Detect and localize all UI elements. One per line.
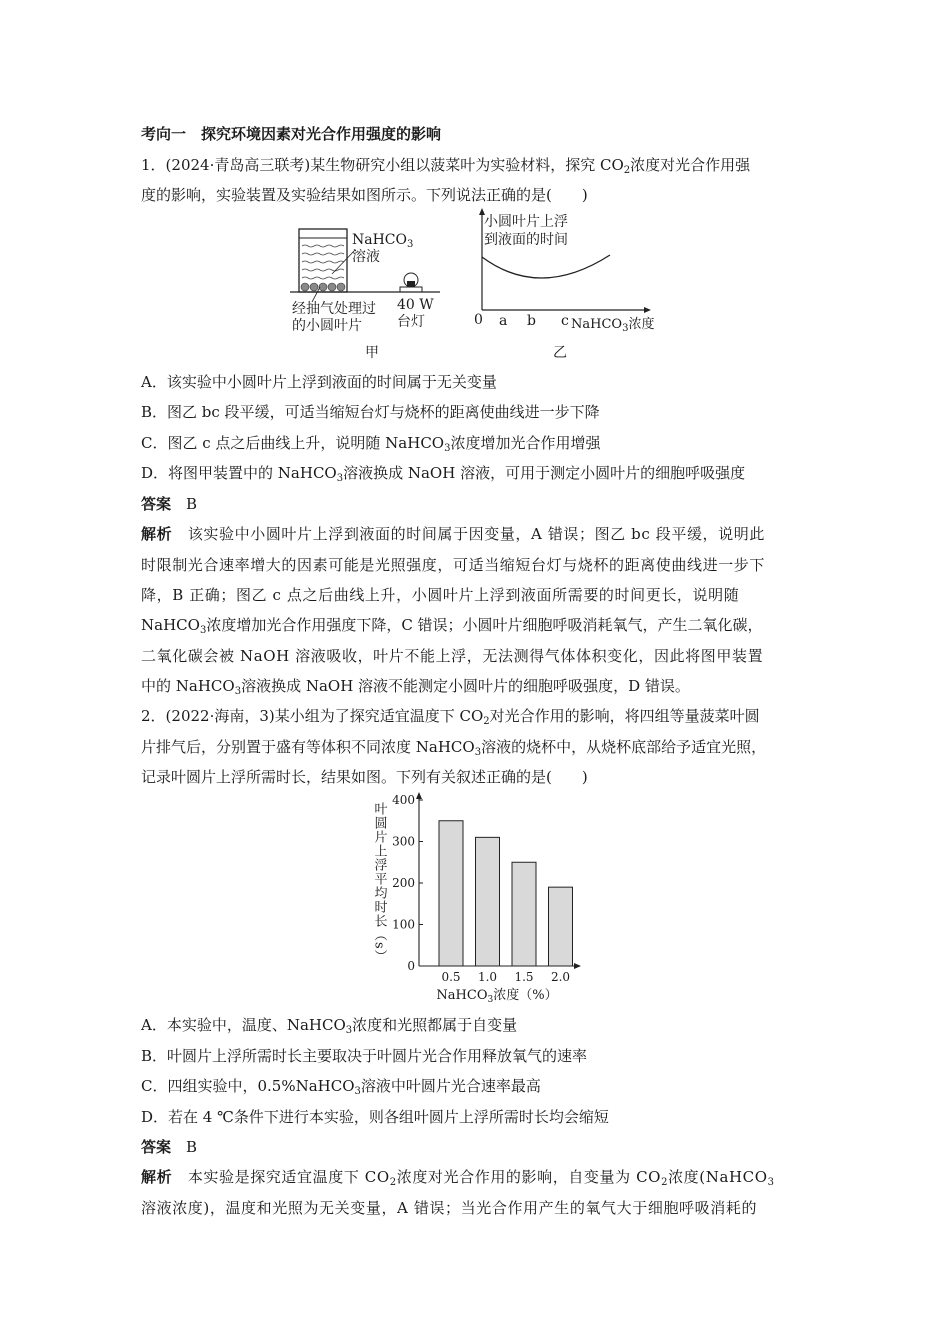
q2-option-b: B．叶圆片上浮所需时长主要取决于叶圆片光合作用释放氧气的速率 xyxy=(141,1047,588,1065)
subscript: 2 xyxy=(623,165,631,176)
option-text: D．将图甲装置中的 NaHCO xyxy=(141,464,337,482)
bar-2.0 xyxy=(549,887,573,966)
label-text: NaHCO xyxy=(436,988,488,1003)
q2-option-d: D．若在 4 ℃条件下进行本实验，则各组叶圆片上浮所需时长均会缩短 xyxy=(141,1108,609,1126)
q2-stem-text: 对光合作用的影响，将四组等量菠菜叶圆 xyxy=(489,707,760,725)
subscript: 3 xyxy=(444,443,451,454)
option-text: 浓度和光照都属于自变量 xyxy=(352,1016,518,1034)
x-tick-label: 1.5 xyxy=(514,970,534,984)
q2-option-a xyxy=(141,1015,517,1035)
label-lamp-line2: 台灯 xyxy=(397,314,425,330)
q1-option-b: B．图乙 bc 段平缓，可适当缩短台灯与烧杯的距离使曲线进一步下降 xyxy=(141,403,600,421)
q1-analysis-line2: 时限制光合速率增大的因素可能是光照强度，可适当缩短台灯与烧杯的距离使曲线进一步下 xyxy=(141,556,766,574)
x-axis-arrow-icon xyxy=(644,307,651,313)
section-title: 考向一 探究环境因素对光合作用强度的影响 xyxy=(141,125,442,143)
y-tick-label: 0 xyxy=(407,959,415,973)
y-tick-label: 300 xyxy=(392,834,415,849)
label-text: NaHCO xyxy=(571,317,623,332)
q1-number: 1． xyxy=(141,156,166,174)
q2-stem-text: 某小组为了探究适宜温度下 CO xyxy=(274,707,484,725)
y-tick-label: 400 xyxy=(392,793,415,807)
chart-y-arrow-icon xyxy=(416,792,422,799)
analysis-text: 该实验中小圆叶片上浮到液面的时间属于因变量，A 错误；图乙 bc 段平缓，说明此 xyxy=(187,525,765,543)
yi-ylabel-line2: 到液面的时间 xyxy=(484,232,568,248)
q2-analysis-line2: 溶液浓度)，温度和光照为无关变量，A 错误；当光合作用产生的氧气大于细胞呼吸消耗的 xyxy=(141,1199,758,1217)
analysis-text: 浓度对光合作用的影响，自变量为 CO xyxy=(396,1168,662,1186)
yi-tick-0: 0 xyxy=(474,312,483,328)
option-text: 溶液中叶圆片光合速率最高 xyxy=(360,1077,541,1095)
liquid-waves xyxy=(302,245,344,279)
answer-label: 答案 xyxy=(141,495,172,513)
subscript: 3 xyxy=(487,995,494,1005)
bar-1.5 xyxy=(512,862,536,966)
analysis-label: 解析 xyxy=(141,525,173,543)
curve-line xyxy=(482,255,610,278)
label-nahco3 xyxy=(352,232,413,249)
q1-option-a: A．该实验中小圆叶片上浮到液面的时间属于无关变量 xyxy=(141,373,497,391)
q1-option-c xyxy=(141,433,601,453)
option-text: 浓度增加光合作用增强 xyxy=(450,434,601,452)
answer-value: B xyxy=(186,495,198,513)
x-tick-label: 0.5 xyxy=(441,970,461,984)
q2-stem-line3: 记录叶圆片上浮所需时长，结果如图。下列有关叙述正确的是( ) xyxy=(141,768,588,786)
q1-source: (2024·青岛高三联考) xyxy=(165,156,311,174)
q1-analysis-line5: 二氧化碳会被 NaOH 溶液吸收，叶片不能上浮，无法测得气体体积变化，因此将图甲装置 xyxy=(141,647,764,665)
label-leaf-line2: 的小圆叶片 xyxy=(292,318,362,334)
q2-stem-line1 xyxy=(141,706,760,726)
subscript: 3 xyxy=(354,1086,361,1097)
chart-x-axis-label xyxy=(436,987,557,1005)
bar-chart xyxy=(365,788,605,1008)
q1-analysis-line6 xyxy=(141,676,690,696)
caption-jia: 甲 xyxy=(365,345,379,361)
subscript: 2 xyxy=(661,1177,669,1188)
option-text: C．四组实验中，0.5%NaHCO xyxy=(141,1077,355,1095)
q1-answer xyxy=(141,494,197,514)
bar-0.5 xyxy=(439,821,463,966)
label-text: 浓度 xyxy=(628,317,655,332)
q2-source: (2022·海南，3) xyxy=(165,707,275,725)
lamp-stand-icon xyxy=(400,287,422,292)
answer-value: B xyxy=(186,1138,198,1156)
q2-answer xyxy=(141,1137,197,1157)
yi-ylabel-line1: 小圆叶片上浮 xyxy=(484,214,568,230)
analysis-text: NaHCO xyxy=(141,616,200,634)
q2-stem-text: 片排气后，分别置于盛有等体积不同浓度 NaHCO xyxy=(141,738,475,756)
subscript: 3 xyxy=(336,473,344,484)
x-tick-label: 1.0 xyxy=(477,970,498,984)
x-tick-label: 2.0 xyxy=(550,970,571,984)
yi-xlabel xyxy=(571,316,654,333)
subscript: 3 xyxy=(199,625,207,636)
analysis-text: 中的 NaHCO xyxy=(141,677,235,695)
answer-label: 答案 xyxy=(141,1138,172,1156)
analysis-text: 浓度增加光合作用强度下降，C 错误；小圆叶片细胞呼吸消耗氧气，产生二氧化碳， xyxy=(206,616,763,634)
q1-analysis-line4 xyxy=(141,615,763,635)
analysis-label: 解析 xyxy=(141,1168,173,1186)
option-text: 溶液换成 NaOH 溶液，可用于测定小圆叶片的细胞呼吸强度 xyxy=(343,464,746,482)
lamp-base-icon xyxy=(407,281,415,287)
label-solution: 溶液 xyxy=(352,249,380,265)
q1-option-d xyxy=(141,463,745,483)
subscript: 3 xyxy=(767,1177,775,1188)
q1-stem-text: 某生物研究小组以菠菜叶为实验材料，探究 CO xyxy=(310,156,624,174)
chart-y-axis-label: 叶圆片上浮平均时长（s） xyxy=(371,802,387,964)
leaf-discs xyxy=(301,283,345,291)
q2-stem-text: 溶液的烧杯中，从烧杯底部给予适宜光照， xyxy=(481,738,767,756)
q2-option-c xyxy=(141,1076,541,1096)
q1-stem-line2: 度的影响，实验装置及实验结果如图所示。下列说法正确的是( ) xyxy=(141,186,588,204)
y-tick-label: 200 xyxy=(392,876,415,890)
analysis-text: 本实验是探究适宜温度下 CO xyxy=(187,1168,390,1186)
analysis-text: 浓度(NaHCO xyxy=(668,1168,768,1186)
subscript: 3 xyxy=(234,686,242,697)
y-tick-label: 100 xyxy=(392,917,415,932)
label-lamp-line1: 40 W xyxy=(397,297,434,313)
subscript: 2 xyxy=(389,1177,397,1188)
option-text: C．图乙 c 点之后曲线上升，说明随 NaHCO xyxy=(141,434,445,452)
q2-stem-line2 xyxy=(141,737,766,757)
subscript: 3 xyxy=(345,1025,353,1036)
yi-tick-b: b xyxy=(527,313,536,329)
label-text: 浓度（%） xyxy=(493,988,558,1003)
chart-x-arrow-icon xyxy=(574,963,581,969)
q1-stem-line1 xyxy=(141,155,750,175)
subscript: 3 xyxy=(407,239,414,250)
yi-tick-a: a xyxy=(499,313,508,329)
q2-number: 2． xyxy=(141,707,166,725)
caption-yi: 乙 xyxy=(553,345,567,361)
label-leaf-line1: 经抽气处理过 xyxy=(292,301,376,317)
label-text: NaHCO xyxy=(352,232,407,248)
analysis-text: 溶液换成 NaOH 溶液不能测定小圆叶片的细胞呼吸强度，D 错误。 xyxy=(241,677,690,695)
option-text: A．本实验中，温度、NaHCO xyxy=(141,1016,346,1034)
q1-analysis-line1 xyxy=(141,524,765,544)
q2-analysis-line1 xyxy=(141,1167,775,1187)
yi-tick-c: c xyxy=(561,313,569,329)
bar-1.0 xyxy=(476,837,500,966)
subscript: 3 xyxy=(474,747,482,758)
subscript: 3 xyxy=(622,323,629,334)
q1-stem-text: 浓度对光合作用强 xyxy=(630,156,751,174)
subscript: 2 xyxy=(483,716,490,727)
q1-analysis-line3: 降，B 正确；图乙 c 点之后曲线上升，小圆叶片上浮到液面所需要的时间更长，说明随 xyxy=(141,586,740,604)
